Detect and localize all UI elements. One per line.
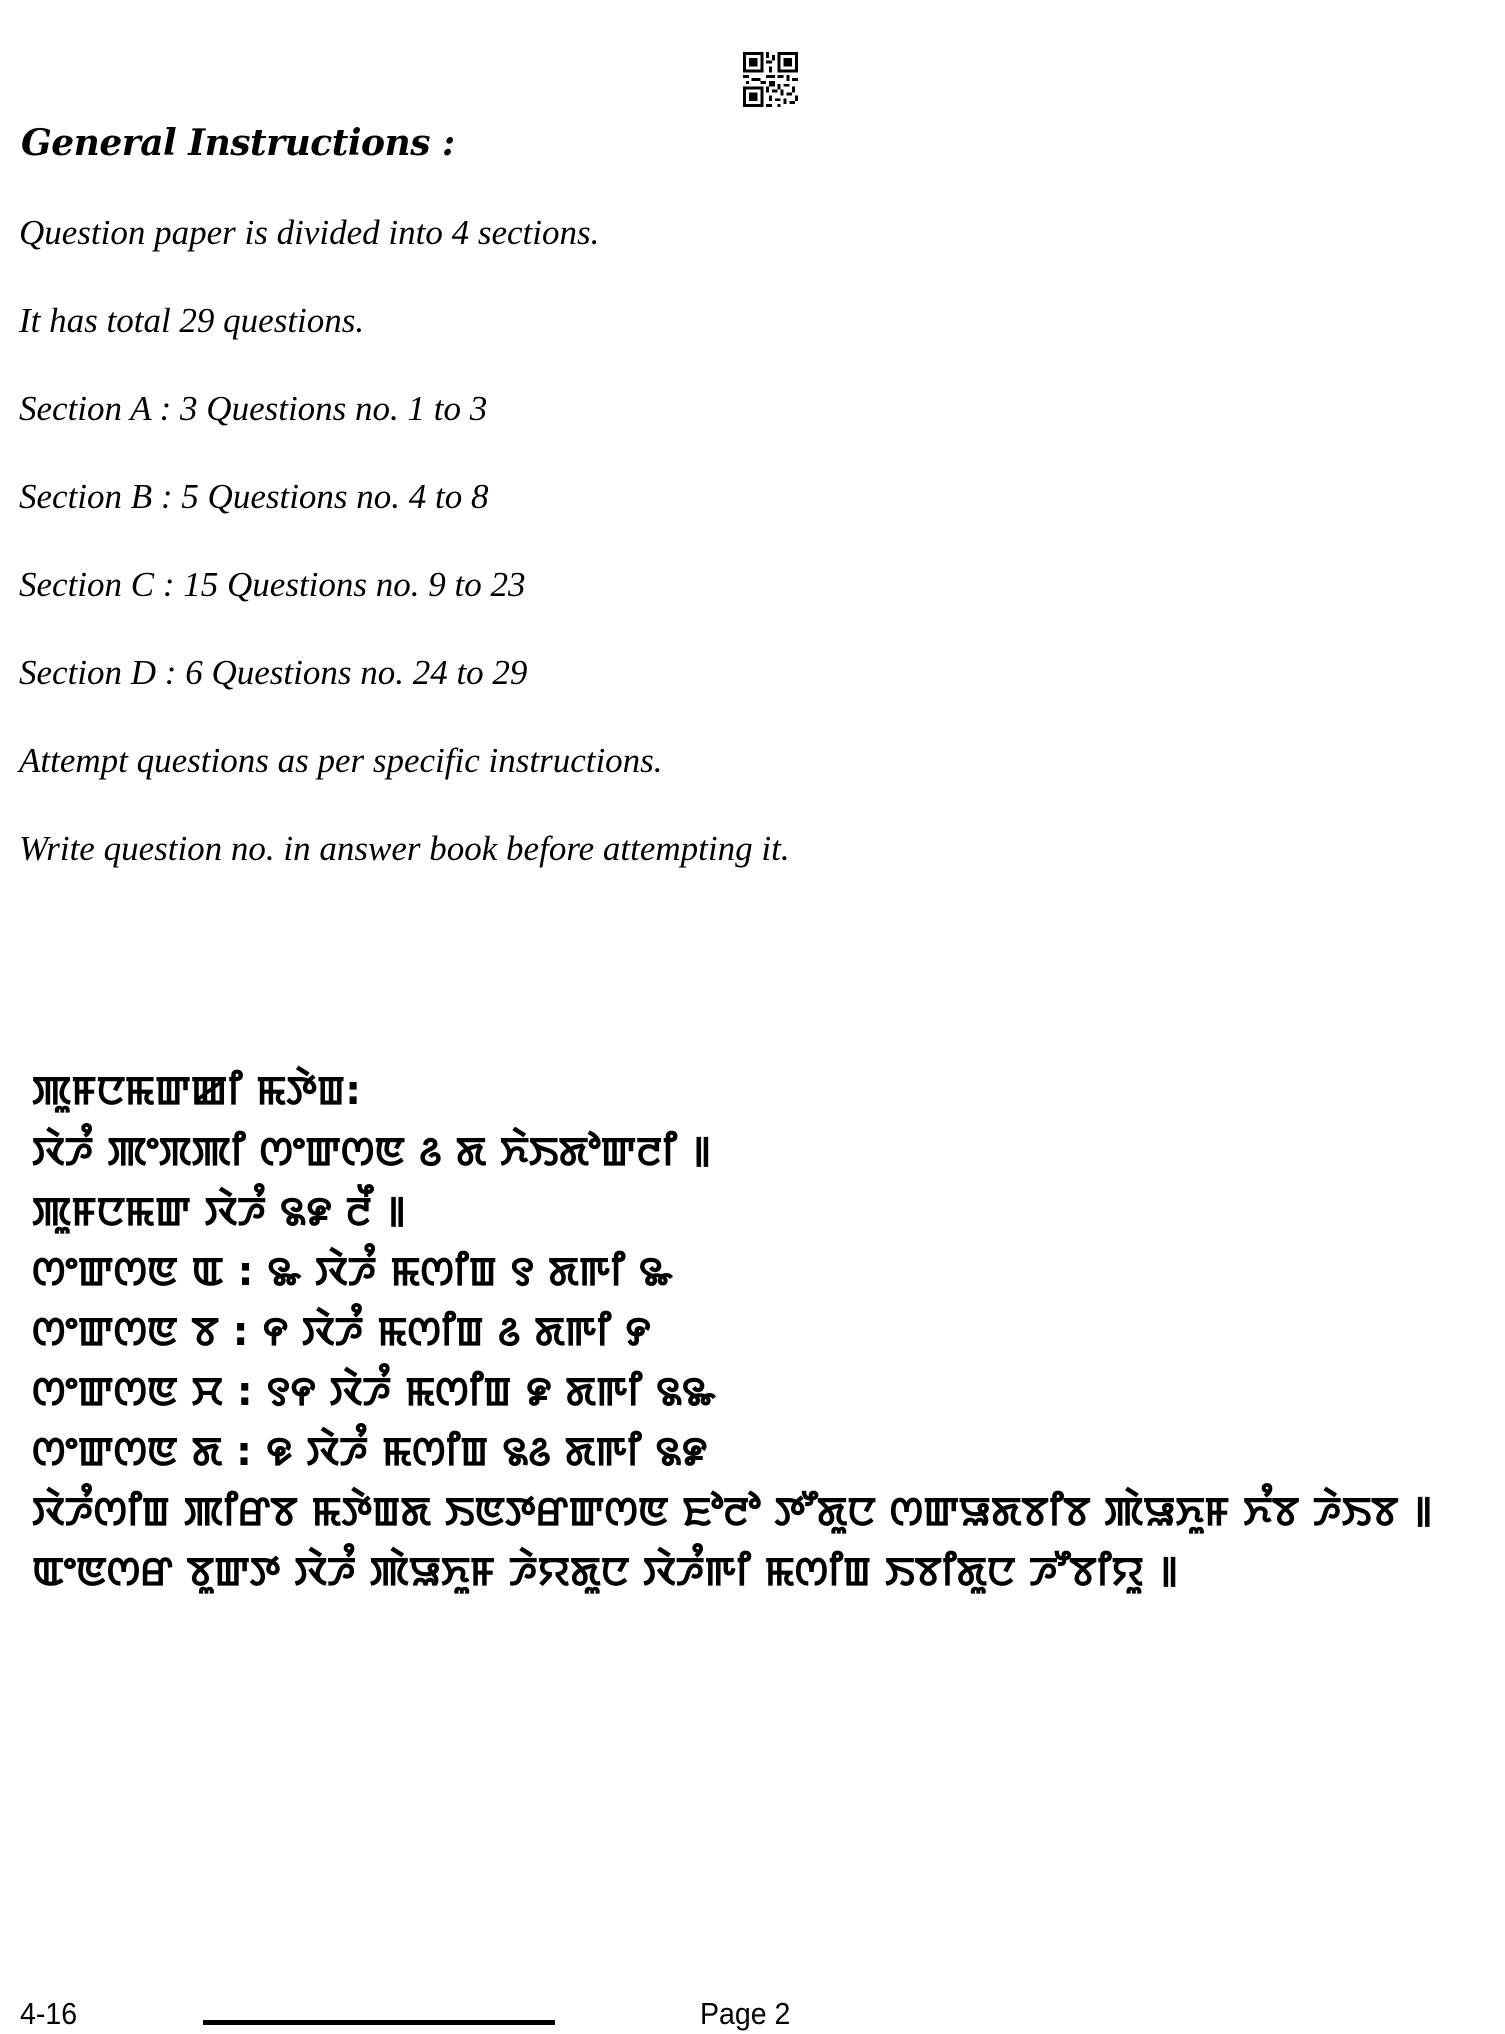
manipuri-instruction-line: ꯋꯥꯍꯪꯁꯤꯡ ꯄꯤꯔꯕ ꯃꯇꯥꯡꯗ ꯏꯟꯇꯔꯛꯁꯟ ꯐꯣꯂꯣ ꯇꯧꯗꯨꯅ ꯁꯛꯎꯗꯕꯤꯕ ꯄꯥꯎꯈꯨꯝ ꯈꯪꯕ ꯍꯥꯏꯕ ꯫ [32, 1489, 1433, 1535]
manipuri-instructions [32, 1060, 1432, 1602]
general-instructions-heading: General Instructions : [21, 122, 455, 164]
instruction-section-b: Section B : 5 Questions no. 4 to 8 [19, 477, 489, 516]
instruction-sections-count: Question paper is divided into 4 sections. [19, 213, 600, 252]
manipuri-instruction-line: ꯁꯦꯛꯁꯟ ꯗ : ꯶ ꯋꯥꯍꯪ ꯃꯁꯤꯡ ꯲꯴ ꯗꯒꯤ ꯲꯹ [32, 1429, 708, 1475]
page-number: Page 2 [700, 1996, 791, 2031]
paper-code: 4-16 [20, 1996, 78, 2031]
manipuri-instruction-line: ꯁꯦꯛꯁꯟ ꯆ : ꯱꯵ ꯋꯥꯍꯪ ꯃꯁꯤꯡ ꯹ ꯗꯒꯤ ꯲꯳ [32, 1369, 716, 1415]
instruction-attempt-as-per: Attempt questions as per specific instructions. [19, 741, 663, 780]
instruction-section-d: Section D : 6 Questions no. 24 to 29 [19, 653, 528, 692]
manipuri-instructions-heading: ꯄꯨꯝꯅꯃꯛꯀꯤ ꯃꯇꯥꯡ: [32, 1068, 362, 1114]
instruction-write-question-no: Write question no. in answer book before attempting it. [19, 829, 790, 868]
manipuri-instruction-line: ꯄꯨꯝꯅꯃꯛ ꯋꯥꯍꯪ ꯲꯹ ꯂꯩ ꯫ [32, 1189, 406, 1235]
manipuri-instruction-line: ꯁꯦꯛꯁꯟ ꯕ : ꯵ ꯋꯥꯍꯪ ꯃꯁꯤꯡ ꯴ ꯗꯒꯤ ꯸ [32, 1309, 651, 1355]
instruction-total-questions: It has total 29 questions. [19, 301, 365, 340]
instruction-section-c: Section C : 15 Questions no. 9 to 23 [19, 565, 526, 604]
instruction-section-a: Section A : 3 Questions no. 1 to 3 [19, 389, 488, 428]
manipuri-instruction-line: ꯋꯥꯍꯪ ꯄꯦꯞꯄꯤ ꯁꯦꯛꯁꯟ ꯴ ꯗ ꯈꯥꯏꯗꯣꯛꯂꯤ ꯫ [32, 1129, 711, 1175]
qr-code-icon [743, 51, 798, 108]
manipuri-instruction-line: ꯁꯦꯛꯁꯟ ꯑ : ꯳ ꯋꯥꯍꯪ ꯃꯁꯤꯡ ꯱ ꯗꯒꯤ ꯳ [32, 1249, 673, 1295]
manipuri-instruction-line: ꯑꯦꯟꯁꯔ ꯕꯨꯛꯇ ꯋꯥꯍꯪ ꯄꯥꯎꯈꯨꯝ ꯍꯥꯌꯗꯨꯅ ꯋꯥꯍꯪꯒꯤ ꯃꯁꯤꯡ ꯏꯕꯤꯗꯨꯅ ꯍꯧꯕꯤꯌꯨ ꯫ [32, 1549, 1179, 1595]
footer-divider [203, 2020, 555, 2025]
